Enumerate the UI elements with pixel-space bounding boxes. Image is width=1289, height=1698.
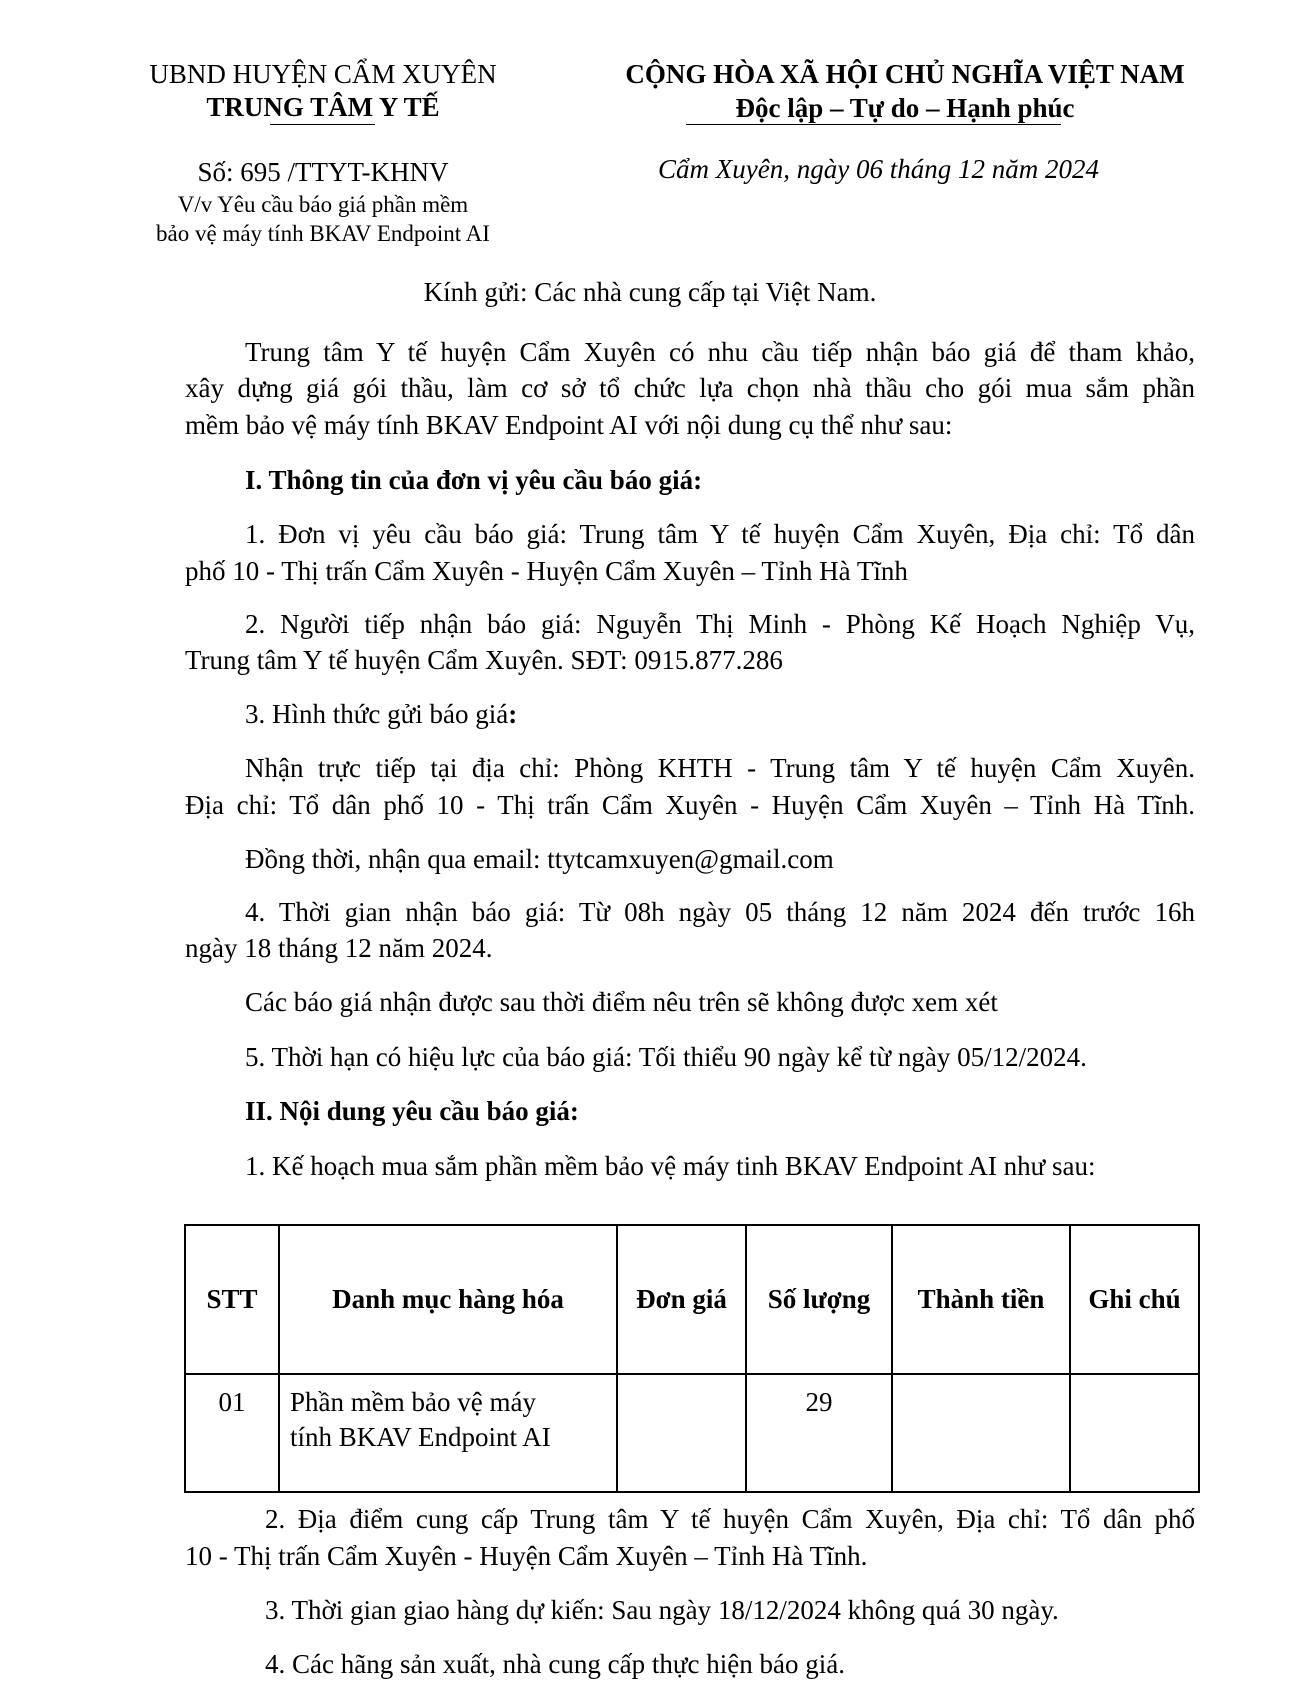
national-motto: Độc lập – Tự do – Hạnh phúc <box>735 93 1075 123</box>
recipient: Kính gửi: Các nhà cung cấp tại Việt Nam. <box>423 277 877 307</box>
agency-name: TRUNG TÂM Y TẾ <box>206 92 440 122</box>
intro-line-2: xây dựng giá gói thầu, làm cơ sở tổ chức lựa chọn nhà thầu cho gói mua sắm phần <box>185 373 1195 403</box>
s2-item2-line1: 2. Địa điểm cung cấp Trung tâm Y tế huyện Cẩm Xuyên, Địa chỉ: Tổ dân phố <box>265 1504 1195 1534</box>
s2-item1: 1. Kế hoạch mua sắm phần mềm bảo vệ máy tinh BKAV Endpoint AI như sau: <box>245 1151 1096 1181</box>
section-2-heading: II. Nội dung yêu cầu báo giá: <box>245 1096 579 1126</box>
cell-item <box>279 1374 617 1492</box>
th-item: Danh mục hàng hóa <box>279 1225 617 1374</box>
date-line: Cẩm Xuyên, ngày 06 tháng 12 năm 2024 <box>658 154 1099 184</box>
cell-unit-price <box>617 1374 746 1492</box>
s1-item1-line2: phố 10 - Thị trấn Cẩm Xuyên - Huyện Cẩm Xuyên – Tỉnh Hà Tĩnh <box>185 556 908 586</box>
s1-item3-colon: : <box>508 699 518 729</box>
subject-line-2: bảo vệ máy tính BKAV Endpoint AI <box>156 221 490 246</box>
cell-note <box>1070 1374 1199 1492</box>
s1-item3-address-line2: Địa chỉ: Tổ dân phố 10 - Thị trấn Cẩm Xuyên - Huyện Cẩm Xuyên – Tỉnh Hà Tĩnh. <box>185 790 1195 820</box>
th-note: Ghi chú <box>1070 1225 1199 1374</box>
section-1-heading: I. Thông tin của đơn vị yêu cầu báo giá: <box>245 465 703 495</box>
s1-item3-address-line1: Nhận trực tiếp tại địa chỉ: Phòng KHTH - Trung tâm Y tế huyện Cẩm Xuyên. <box>245 753 1195 783</box>
goods-table <box>184 1224 1200 1493</box>
s1-item2-line1: 2. Người tiếp nhận báo giá: Nguyễn Thị Minh - Phòng Kế Hoạch Nghiệp Vụ, <box>245 609 1195 639</box>
s2-item2-line2: 10 - Thị trấn Cẩm Xuyên - Huyện Cẩm Xuyên – Tỉnh Hà Tĩnh. <box>185 1541 868 1571</box>
intro-line-1: Trung tâm Y tế huyện Cẩm Xuyên có nhu cầu tiếp nhận báo giá để tham khảo, <box>245 337 1195 367</box>
s1-item3-email: Đồng thời, nhận qua email: ttytcamxuyen@gmail.com <box>245 844 834 874</box>
cell-stt: 01 <box>185 1374 279 1492</box>
th-stt: STT <box>185 1225 279 1374</box>
th-quantity: Số lượng <box>746 1225 892 1374</box>
s1-item4-note: Các báo giá nhận được sau thời điểm nêu trên sẽ không được xem xét <box>245 987 998 1017</box>
s2-item3: 3. Thời gian giao hàng dự kiến: Sau ngày 18/12/2024 không quá 30 ngày. <box>265 1595 1059 1625</box>
s1-item3-text: 3. Hình thức gửi báo giá <box>245 699 509 729</box>
intro-line-3: mềm bảo vệ máy tính BKAV Endpoint AI với nội dung cụ thể như sau: <box>185 410 953 440</box>
subject-line-1: V/v Yêu cầu báo giá phần mềm <box>177 192 469 217</box>
th-unit-price: Đơn giá <box>617 1225 746 1374</box>
doc-number: Số: 695 /TTYT-KHNV <box>197 157 449 187</box>
motto-underline <box>686 124 1061 125</box>
s1-item3 <box>245 697 1255 732</box>
cell-total <box>892 1374 1070 1492</box>
agency-parent: UBND HUYỆN CẨM XUYÊN <box>149 59 497 89</box>
s1-item2-line2: Trung tâm Y tế huyện Cẩm Xuyên. SĐT: 0915.877.286 <box>185 645 783 675</box>
cell-quantity: 29 <box>746 1374 892 1492</box>
national-title: CỘNG HÒA XÃ HỘI CHỦ NGHĨA VIỆT NAM <box>625 59 1185 89</box>
s1-item4-line2: ngày 18 tháng 12 năm 2024. <box>185 933 493 963</box>
th-total: Thành tiền <box>892 1225 1070 1374</box>
s1-item4-line1: 4. Thời gian nhận báo giá: Từ 08h ngày 05 tháng 12 năm 2024 đến trước 16h <box>245 897 1195 927</box>
cell-item-line2: tính BKAV Endpoint AI <box>290 1422 551 1453</box>
table-row <box>185 1374 1199 1492</box>
cell-item-line1: Phần mềm bảo vệ máy <box>290 1387 536 1417</box>
s2-item4: 4. Các hãng sản xuất, nhà cung cấp thực hiện báo giá. <box>265 1649 845 1679</box>
s1-item1-line1: 1. Đơn vị yêu cầu báo giá: Trung tâm Y tế huyện Cẩm Xuyên, Địa chỉ: Tổ dân <box>245 519 1195 549</box>
s1-item5: 5. Thời hạn có hiệu lực của báo giá: Tối thiểu 90 ngày kể từ ngày 05/12/2024. <box>245 1042 1087 1072</box>
table-header-row <box>185 1225 1199 1374</box>
agency-underline <box>270 124 375 125</box>
